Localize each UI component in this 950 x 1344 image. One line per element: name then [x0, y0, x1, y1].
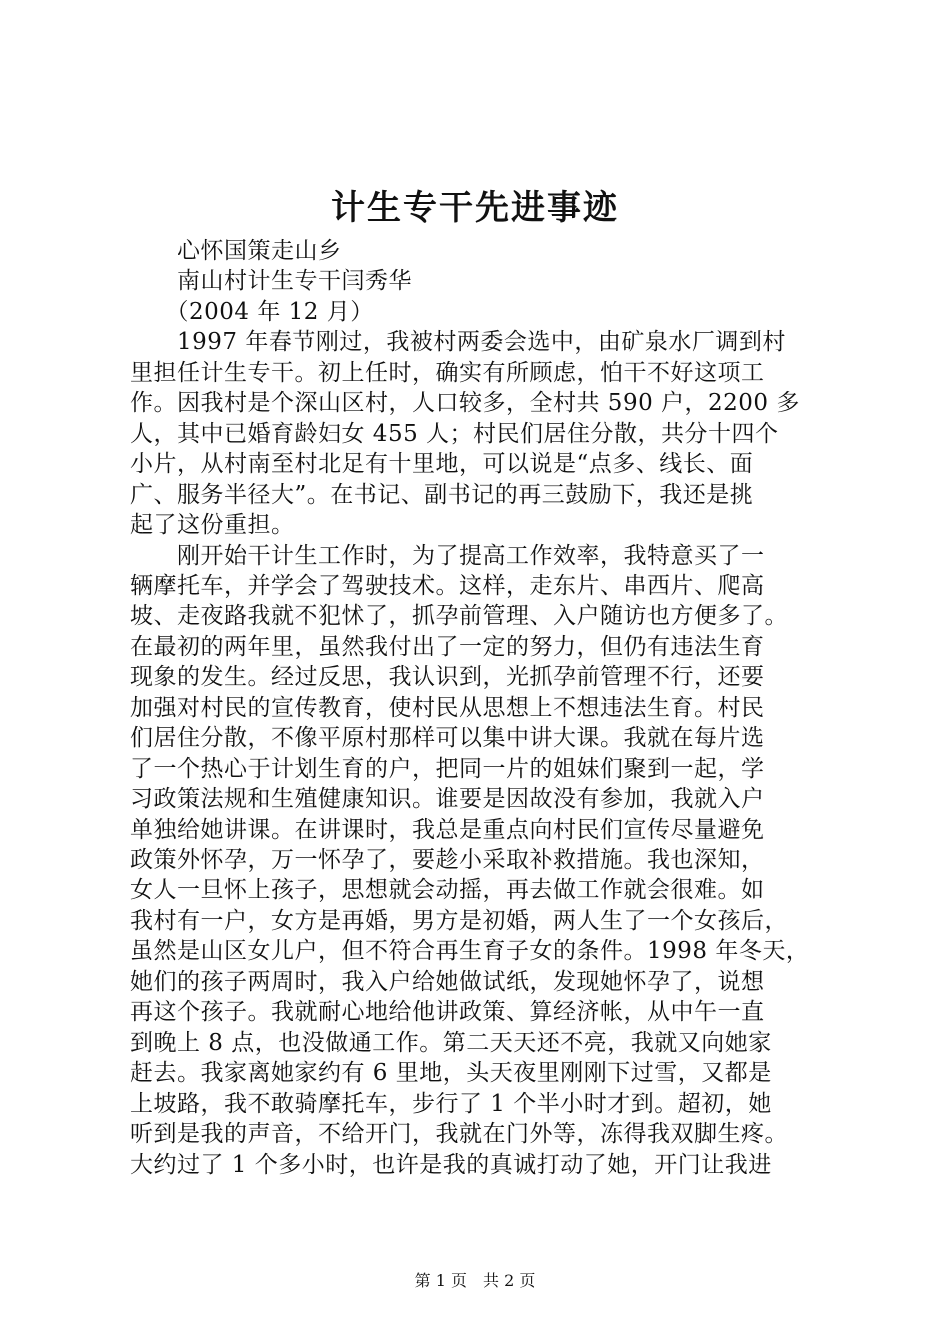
body-text-line: 人，其中已婚育龄妇女 455 人；村民们居住分散，共分十四个 — [130, 420, 779, 447]
body-text-line: 里担任计生专干。初上任时，确实有所顾虑，怕干不好这项工 — [130, 359, 765, 386]
body-text-line: 小片，从村南至村北足有十里地，可以说是“点多、线长、面 — [130, 451, 754, 478]
body-text-line: 大约过了 1 个多小时，也许是我的真诚打动了她，开门让我进 — [130, 1151, 772, 1178]
body-text-line: 刚开始干计生工作时，为了提高工作效率，我特意买了一 — [130, 542, 765, 569]
body-text-line: 赶去。我家离她家约有 6 里地，头天夜里刚刚下过雪，又都是 — [130, 1060, 772, 1087]
body-text-line: 虽然是山区女儿户，但不符合再生育子女的条件。1998 年冬天， — [130, 938, 810, 965]
body-text-line: 我村有一户，女方是再婚，男方是初婚，两人生了一个女孩后， — [130, 907, 788, 934]
body-text-line: 现象的发生。经过反思，我认识到，光抓孕前管理不行，还要 — [130, 664, 765, 691]
body-text-line: 广、服务半径大”。在书记、副书记的再三鼓励下，我还是挑 — [130, 481, 754, 508]
body-text-line: 起了这份重担。 — [130, 512, 295, 539]
body-text-line: （2004 年 12 月） — [130, 298, 374, 325]
body-text-line: 到晚上 8 点，也没做通工作。第二天天还不亮，我就又向她家 — [130, 1029, 772, 1056]
body-text-line: 加强对村民的宣传教育，使村民从思想上不想违法生育。村民 — [130, 694, 765, 721]
body-text-line: 辆摩托车，并学会了驾驶技术。这样，走东片、串西片、爬高 — [130, 572, 765, 599]
body-text-line: 上坡路，我不敢骑摩托车，步行了 1 个半小时才到。超初，她 — [130, 1090, 772, 1117]
body-text-line: 了一个热心于计划生育的户，把同一片的姐妹们聚到一起，学 — [130, 755, 765, 782]
body-text-line: 政策外怀孕，万一怀孕了，要趁小采取补救措施。我也深知， — [130, 847, 765, 873]
body-text-line: 在最初的两年里，虽然我付出了一定的努力，但仍有违法生育 — [130, 633, 765, 660]
body-text-line: 1997 年春节刚过，我被村两委会选中，由矿泉水厂调到村 — [130, 329, 786, 356]
body-text-line: 女人一旦怀上孩子，思想就会动摇，再去做工作就会很难。如 — [130, 877, 765, 904]
body-text-line: 再这个孩子。我就耐心地给他讲政策、算经济帐，从中午一直 — [130, 999, 765, 1026]
body-text-line: 心怀国策走山乡 — [130, 238, 342, 264]
body-text-line: 南山村计生专干闫秀华 — [130, 268, 412, 295]
body-text-line: 坡、走夜路我就不犯怵了，抓孕前管理、入户随访也方便多了。 — [130, 603, 788, 630]
body-text-line: 习政策法规和生殖健康知识。谁要是因故没有参加，我就入户 — [130, 786, 765, 813]
document-title: 计生专干先进事迹 — [331, 188, 619, 228]
body-text-line: 单独给她讲课。在讲课时，我总是重点向村民们宣传尽量避免 — [130, 816, 765, 843]
body-text-line: 她们的孩子两周时，我入户给她做试纸，发现她怀孕了，说想 — [130, 968, 765, 995]
body-text-line: 作。因我村是个深山区村，人口较多，全村共 590 户，2200 多 — [130, 390, 800, 417]
body-text-line: 们居住分散，不像平原村那样可以集中讲大课。我就在每片选 — [130, 725, 765, 752]
page-footer: 第 1 页 共 2 页 — [414, 1271, 536, 1290]
body-text-line: 听到是我的声音，不给开门，我就在门外等，冻得我双脚生疼。 — [130, 1121, 788, 1148]
